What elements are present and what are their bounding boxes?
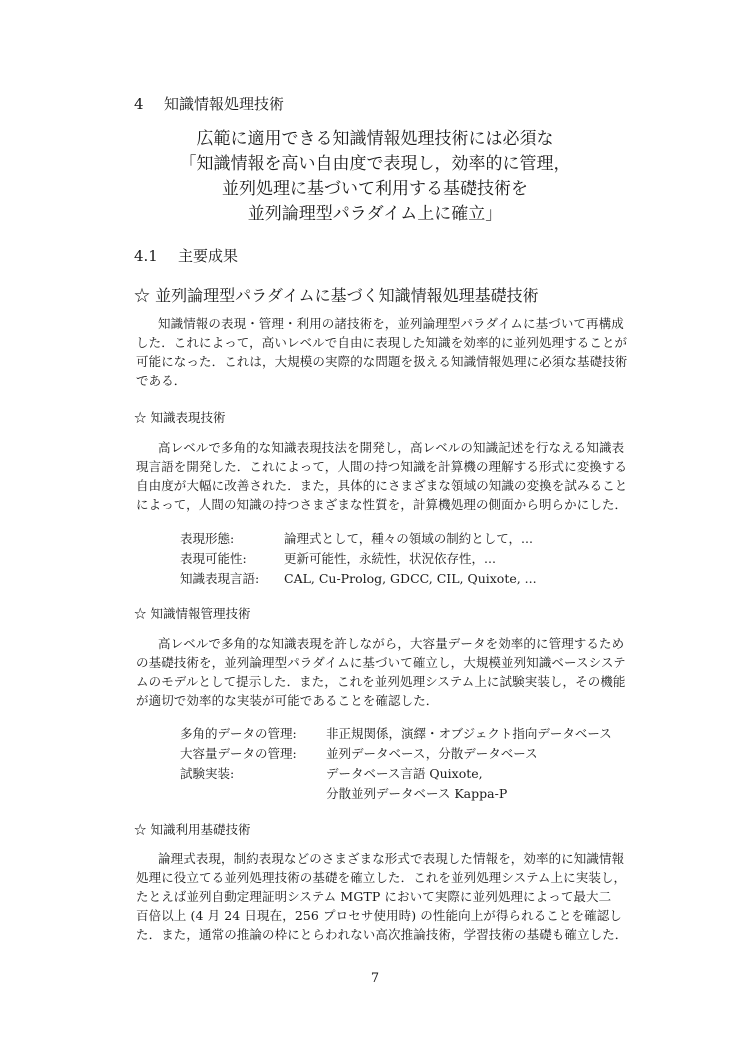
summary-line: 「知識情報を高い自由度で表現し，効率的に管理， <box>179 154 571 174</box>
list-term: 知識表現言語: <box>180 571 260 586</box>
paragraph-line: によって，人間の知識の持つさまざまな性質を，計算機処理の側面から明らかにした． <box>136 497 628 512</box>
subsection-number: 4.1 <box>134 247 158 265</box>
list-term: 大容量データの管理: <box>180 746 297 761</box>
list-item <box>180 529 537 549</box>
list-term: 表現可能性: <box>180 551 247 566</box>
knowledge-representation-paragraph <box>136 438 670 514</box>
paragraph-line: 可能になった．これは，大規模の実際的な問題を扱える知識情報処理に必須な基礎技術 <box>136 354 628 369</box>
knowledge-representation-list <box>180 529 537 589</box>
paragraph-line: 百倍以上 (4 月 24 日現在，256 プロセサ使用時) の性能向上が得られることを確認し <box>136 908 622 923</box>
list-description: 分散並列データベース Kappa-P <box>326 786 508 801</box>
main-topic-paragraph <box>136 314 670 390</box>
list-description: CAL, Cu-Prolog, GDCC, CIL, Quixote, ... <box>284 571 537 586</box>
list-description: 並列データベース，分散データベース <box>326 746 538 761</box>
paragraph-line: た．また，通常の推論の枠にとらわれない高次推論技術，学習技術の基礎も確立した． <box>136 927 628 942</box>
knowledge-utilization-heading: ☆ 知識利用基礎技術 <box>134 822 251 837</box>
summary-line: 並列論理型パラダイム上に確立」 <box>247 204 503 224</box>
paragraph-line: 自由度が大幅に改善された．また，具体的にさまざまな領域の知識の変換を試みること <box>136 478 628 493</box>
knowledge-management-list <box>180 724 612 804</box>
main-topic-heading: ☆ 並列論理型パラダイムに基づく知識情報処理基礎技術 <box>134 286 539 305</box>
summary-line: 並列処理に基づいて利用する基礎技術を <box>222 179 528 199</box>
paragraph-line: 知識情報の表現・管理・利用の諸技術を，並列論理型パラダイムに基づいて再構成 <box>158 316 624 331</box>
list-description: 非正規関係，演繹・オブジェクト指向データベース <box>326 726 612 741</box>
summary-block <box>0 127 750 227</box>
subsection-heading <box>134 245 238 266</box>
list-description: 更新可能性，永続性，状況依存性，... <box>284 551 496 566</box>
knowledge-management-heading: ☆ 知識情報管理技術 <box>134 606 251 621</box>
paragraph-line: した．これによって，高いレベルで自由に表現した知識を効率的に並列処理することが <box>136 335 628 350</box>
section-number: 4 <box>134 95 144 113</box>
paragraph-line: ムのモデルとして提示した．また，これを並列処理システム上に試験実装し，その機能 <box>136 674 626 689</box>
paragraph-line: 処理に役立てる並列処理技術の基礎を確立した．これを並列処理システム上に実装し， <box>136 870 627 885</box>
list-term <box>180 784 326 804</box>
list-description: 論理式として，種々の領域の制約として，... <box>284 531 533 546</box>
list-item <box>180 724 612 744</box>
paragraph-line: 論理式表現，制約表現などのさまざまな形式で表現した情報を，効率的に知識情報 <box>158 851 625 866</box>
list-term: 試験実装: <box>180 766 235 781</box>
list-item <box>180 744 612 764</box>
paragraph-line: が適切で効率的な実装が可能であることを確認した． <box>136 693 439 708</box>
paragraph-line: 高レベルで多角的な知識表現技法を開発し，高レベルの知識記述を行なえる知識表 <box>158 440 625 455</box>
list-term: 表現形態: <box>180 531 235 546</box>
paragraph-line: の基礎技術を，並列論理型パラダイムに基づいて確立し，大規模並列知識ベースシステ <box>136 655 626 670</box>
list-item <box>180 549 537 569</box>
knowledge-utilization-paragraph <box>136 849 670 944</box>
list-term: 多角的データの管理: <box>180 726 297 741</box>
summary-line: 広範に適用できる知識情報処理技術には必須な <box>196 129 554 149</box>
list-item <box>180 784 612 804</box>
section-heading <box>134 93 284 114</box>
knowledge-representation-heading: ☆ 知識表現技術 <box>134 410 226 425</box>
list-description: データベース言語 Quixote, <box>326 766 483 781</box>
subsection-title: 主要成果 <box>178 247 239 265</box>
paragraph-line: たとえば並列自動定理証明システム MGTP において実際に並列処理によって最大二 <box>136 889 612 904</box>
knowledge-management-paragraph <box>136 634 670 710</box>
paragraph-line: 現言語を開発した．これによって，人間の持つ知識を計算機の理解する形式に変換する <box>136 459 628 474</box>
page-number: 7 <box>370 971 380 986</box>
section-title: 知識情報処理技術 <box>164 95 285 113</box>
paragraph-line: 高レベルで多角的な知識表現を許しながら，大容量データを効率的に管理するため <box>158 636 625 651</box>
list-item <box>180 764 612 784</box>
paragraph-line: である． <box>136 373 187 388</box>
list-item <box>180 569 537 589</box>
